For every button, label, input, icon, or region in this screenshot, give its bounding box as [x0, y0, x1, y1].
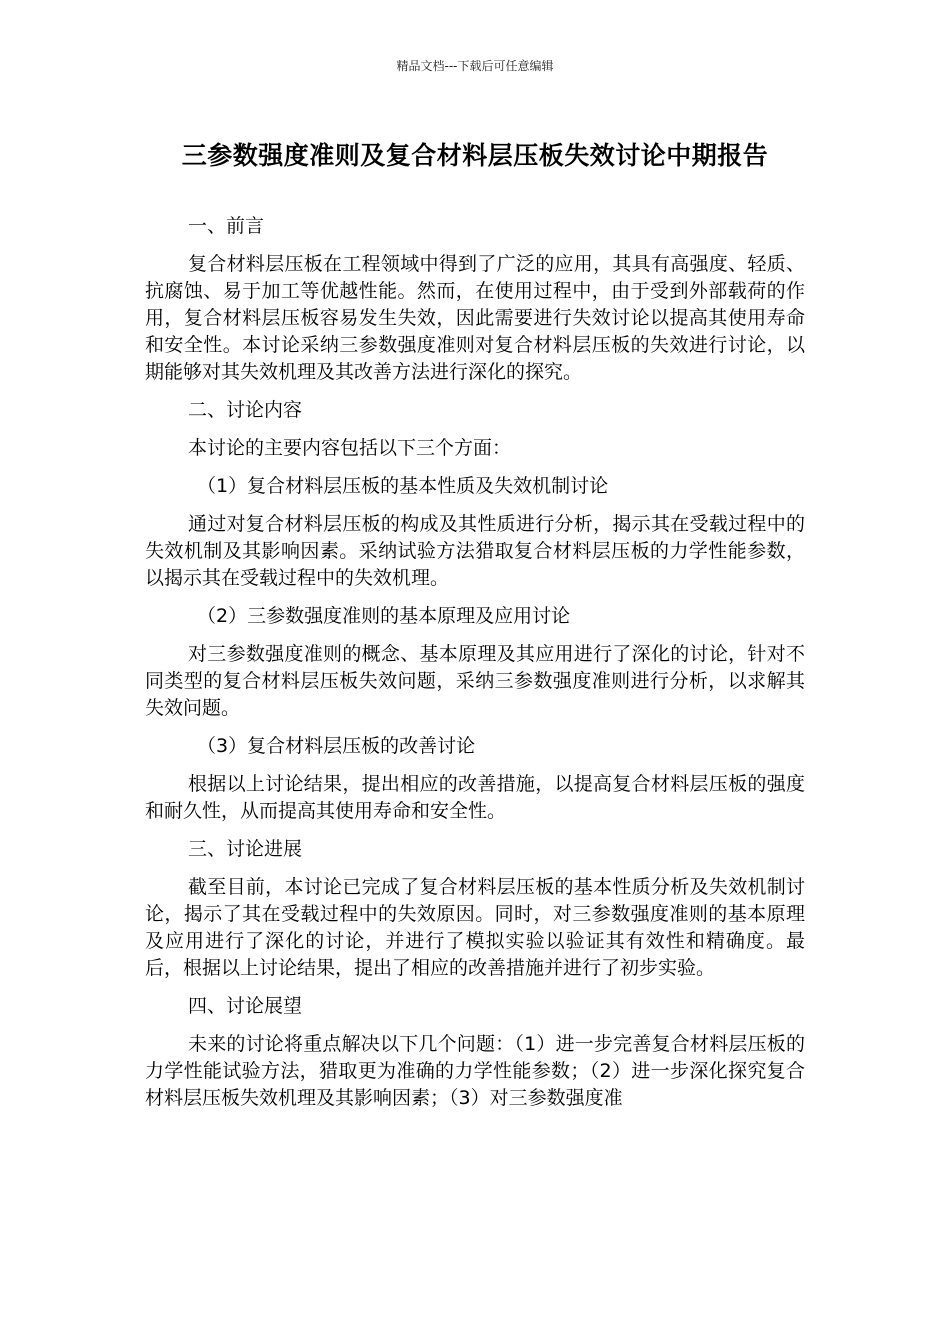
paragraph: 通过对复合材料层压板的构成及其性质进行分析，揭示其在受载过程中的失效机制及其影响因素。采纳试验方法猎取复合材料层压板的力学性能参数，以揭示其在受载过程中的失效机理。: [145, 513, 805, 589]
paragraph: 复合材料层压板在工程领域中得到了广泛的应用，其具有高强度、轻质、抗腐蚀、易于加工等优越性能。然而，在使用过程中，由于受到外部载荷的作用，复合材料层压板容易发生失效，因此需要进行失效讨论以提高其使用寿命和安全性。本讨论采纳三参数强度准则对复合材料层压板的失效进行讨论，以期能够对其失效机理及其改善方法进行深化的探究。: [145, 253, 805, 383]
paragraph: 根据以上讨论结果，提出相应的改善措施，以提高复合材料层压板的强度和耐久性，从而提高其使用寿命和安全性。: [145, 773, 805, 822]
section-heading-preface: 一、前言: [188, 215, 265, 237]
header-note: 精品文档---下载后可任意编辑: [396, 59, 554, 73]
paragraph: 对三参数强度准则的概念、基本原理及其应用进行了深化的讨论，针对不同类型的复合材料层压板失效问题，采纳三参数强度准则进行分析，以求解其失效问题。: [145, 643, 805, 719]
document-title: 三参数强度准则及复合材料层压板失效讨论中期报告: [181, 141, 769, 170]
subsection-heading: （3）复合材料层压板的改善讨论: [197, 735, 476, 757]
subsection-heading: （1）复合材料层压板的基本性质及失效机制讨论: [197, 475, 609, 497]
section-heading-progress: 三、讨论进展: [188, 838, 303, 860]
paragraph: 本讨论的主要内容包括以下三个方面：: [188, 437, 512, 459]
subsection-heading: （2）三参数强度准则的基本原理及应用讨论: [197, 605, 571, 627]
paragraph: 截至目前，本讨论已完成了复合材料层压板的基本性质分析及失效机制讨论，揭示了其在受载过程中的失效原因。同时，对三参数强度准则的基本原理及应用进行了深化的讨论，并进行了模拟实验以验证其有效性和精确度。最后，根据以上讨论结果，提出了相应的改善措施并进行了初步实验。: [145, 876, 805, 979]
section-heading-outlook: 四、讨论展望: [188, 995, 303, 1017]
section-heading-content: 二、讨论内容: [188, 399, 303, 421]
paragraph: 未来的讨论将重点解决以下几个问题：（1）进一步完善复合材料层压板的力学性能试验方法，猎取更为准确的力学性能参数；（2）进一步深化探究复合材料层压板失效机理及其影响因素；（3）对三参数强度准: [145, 1033, 805, 1109]
document-body: [145, 213, 805, 1123]
